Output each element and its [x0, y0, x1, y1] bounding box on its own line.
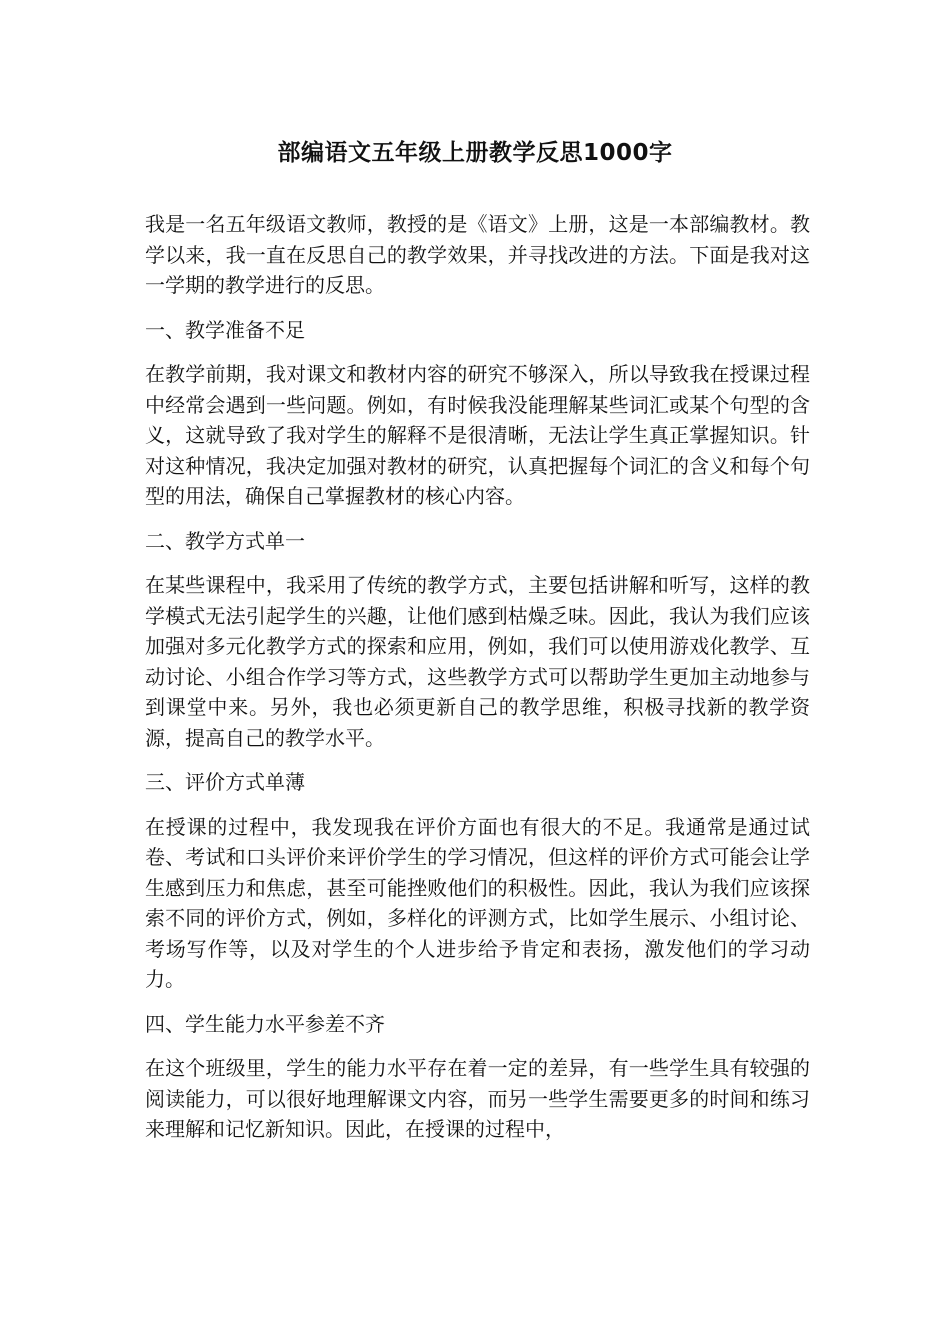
paragraph-intro: 我是一名五年级语文教师，教授的是《语文》上册，这是一本部编教材。教学以来，我一直在反思自己的教学效果，并寻找改进的方法。下面是我对这一学期的教学进行的反思。 [145, 212, 810, 297]
section-heading-1: 一、教学准备不足 [145, 317, 305, 342]
section-heading-3: 三、评价方式单薄 [145, 770, 305, 794]
section-heading-2: 二、教学方式单一 [145, 528, 305, 553]
section-heading-4: 四、学生能力水平参差不齐 [145, 1011, 385, 1036]
paragraph-section-4: 在这个班级里，学生的能力水平存在着一定的差异，有一些学生具有较强的阅读能力，可以很好地理解课文内容，而另一些学生需要更多的时间和练习来理解和记忆新知识。因此，在授课的过程中， [145, 1056, 810, 1141]
paragraph-section-1: 在教学前期，我对课文和教材内容的研究不够深入，所以导致我在授课过程中经常会遇到一些问题。例如，有时候我没能理解某些词汇或某个句型的含义，这就导致了我对学生的解释不是很清晰，无法让学生真正掌握知识。针对这种情况，我决定加强对教材的研究，认真把握每个词汇的含义和每个句型的用法，确保自己掌握教材的核心内容。 [145, 362, 810, 508]
document-body [145, 209, 810, 1159]
document-title: 部编语文五年级上册教学反思1000字 [277, 140, 673, 166]
paragraph-section-2: 在某些课程中，我采用了传统的教学方式，主要包括讲解和听写，这样的教学模式无法引起学生的兴趣，让他们感到枯燥乏味。因此，我认为我们应该加强对多元化教学方式的探索和应用，例如，我们可以使用游戏化教学、互动讨论、小组合作学习等方式，这些教学方式可以帮助学生更加主动地参与到课堂中来。另外，我也必须更新自己的教学思维，积极寻找新的教学资源，提高自己的教学水平。 [145, 573, 810, 750]
paragraph-section-3: 在授课的过程中，我发现我在评价方面也有很大的不足。我通常是通过试卷、考试和口头评价来评价学生的学习情况，但这样的评价方式可能会让学生感到压力和焦虑，甚至可能挫败他们的积极性。因此，我认为我们应该探索不同的评价方式，例如，多样化的评测方式，比如学生展示、小组讨论、考场写作等，以及对学生的个人进步给予肯定和表扬，激发他们的学习动力。 [145, 814, 810, 991]
